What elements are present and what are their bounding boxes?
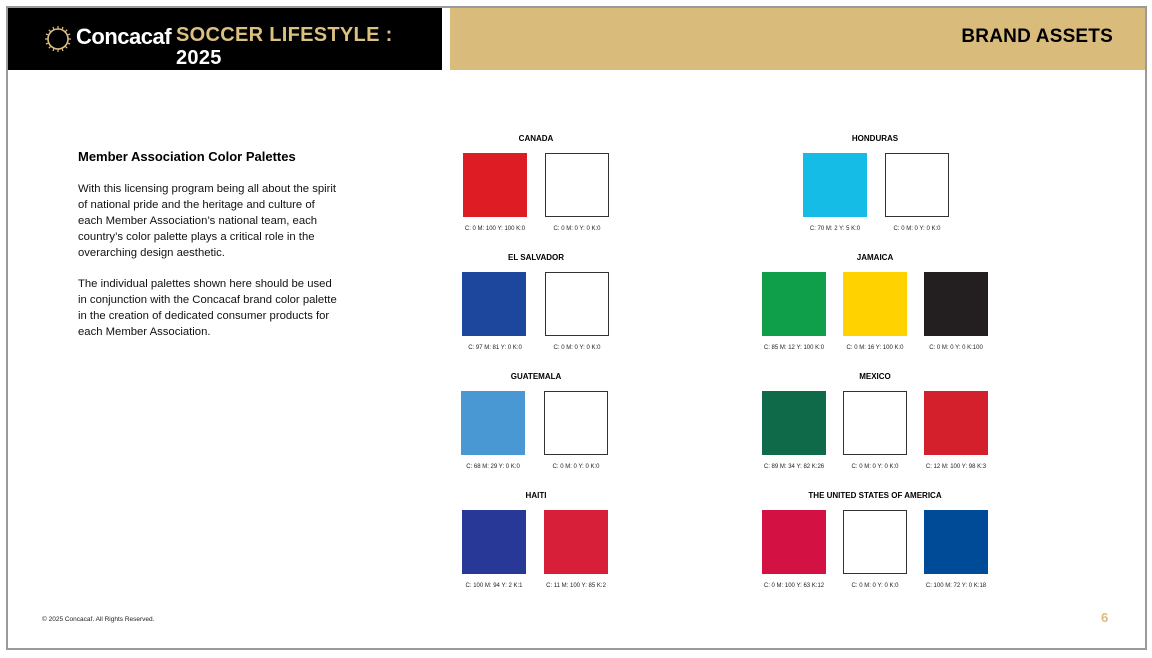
swatch-canada-1	[463, 153, 527, 217]
swatch-jamaica-2	[843, 272, 907, 336]
swatch-mexico-2	[843, 391, 907, 455]
country-name-canada: CANADA	[518, 134, 554, 143]
cmyk-mexico-2: C: 0 M: 0 Y: 0 K:0	[851, 464, 899, 470]
swatch-guatemala-2	[544, 391, 608, 455]
swatch-usa-3	[924, 510, 988, 574]
country-name-usa: THE UNITED STATES OF AMERICA	[808, 491, 942, 500]
cmyk-usa-1: C: 0 M: 100 Y: 63 K:12	[763, 583, 825, 589]
swatch-haiti-2	[544, 510, 608, 574]
swatch-canada-2	[545, 153, 609, 217]
swatch-jamaica-1	[762, 272, 826, 336]
campaign-year: 2025	[176, 47, 222, 69]
cmyk-canada-2: C: 0 M: 0 Y: 0 K:0	[553, 226, 601, 232]
slide	[6, 6, 1147, 650]
swatch-el-salvador-2	[545, 272, 609, 336]
cmyk-haiti-2: C: 11 M: 100 Y: 85 K:2	[546, 583, 606, 589]
cmyk-honduras-2: C: 0 M: 0 Y: 0 K:0	[893, 226, 941, 232]
concacaf-logo-icon	[44, 25, 72, 53]
cmyk-jamaica-1: C: 85 M: 12 Y: 100 K:0	[763, 345, 825, 351]
cmyk-usa-3: C: 100 M: 72 Y: 0 K:18	[925, 583, 987, 589]
swatch-jamaica-3	[924, 272, 988, 336]
cmyk-jamaica-3: C: 0 M: 0 Y: 0 K:100	[929, 345, 983, 351]
cmyk-haiti-1: C: 100 M: 94 Y: 2 K:1	[465, 583, 523, 589]
cmyk-honduras-1: C: 70 M: 2 Y: 5 K:0	[809, 226, 861, 232]
swatch-honduras-1	[803, 153, 867, 217]
country-name-jamaica: JAMAICA	[856, 253, 894, 262]
swatch-haiti-1	[462, 510, 526, 574]
intro-paragraph-2: The individual palettes shown here should be used in conjunction with the Concacaf brand color palette in the creation of dedicated consumer products for each Member Association.	[78, 278, 337, 338]
swatch-mexico-1	[762, 391, 826, 455]
cmyk-el-salvador-2: C: 0 M: 0 Y: 0 K:0	[553, 345, 601, 351]
country-name-guatemala: GUATEMALA	[510, 372, 562, 381]
brand-name: Concacaf	[76, 24, 172, 49]
cmyk-jamaica-2: C: 0 M: 16 Y: 100 K:0	[846, 345, 904, 351]
section-title: BRAND ASSETS	[961, 26, 1113, 47]
copyright-text: © 2025 Concacaf. All Rights Reserved.	[42, 616, 155, 623]
campaign-title	[176, 24, 442, 70]
swatch-usa-1	[762, 510, 826, 574]
page-number: 6	[1101, 610, 1109, 625]
intro-heading: Member Association Color Palettes	[78, 149, 296, 164]
swatch-guatemala-1	[461, 391, 525, 455]
swatch-honduras-2	[885, 153, 949, 217]
cmyk-guatemala-1: C: 68 M: 29 Y: 0 K:0	[466, 464, 520, 470]
intro-paragraph-1: With this licensing program being all about the spirit of national pride and the heritage and culture of each Member Association’s national team, each country’s color palette plays a critical role in the overarching design aesthetic.	[78, 183, 337, 259]
country-name-haiti: HAITI	[525, 491, 547, 500]
swatch-mexico-3	[924, 391, 988, 455]
header-right-bar	[450, 8, 1147, 70]
swatch-usa-2	[843, 510, 907, 574]
cmyk-usa-2: C: 0 M: 0 Y: 0 K:0	[851, 583, 899, 589]
swatch-el-salvador-1	[462, 272, 526, 336]
country-name-mexico: MEXICO	[859, 372, 891, 381]
cmyk-mexico-3: C: 12 M: 100 Y: 98 K:3	[925, 464, 987, 470]
country-name-el-salvador: EL SALVADOR	[507, 253, 565, 262]
cmyk-canada-1: C: 0 M: 100 Y: 100 K:0	[464, 226, 526, 232]
country-name-honduras: HONDURAS	[851, 134, 899, 143]
cmyk-guatemala-2: C: 0 M: 0 Y: 0 K:0	[552, 464, 600, 470]
cmyk-el-salvador-1: C: 97 M: 81 Y: 0 K:0	[468, 345, 522, 351]
campaign-label: SOCCER LIFESTYLE :	[176, 24, 393, 46]
header-left-bar	[8, 8, 442, 70]
cmyk-mexico-1: C: 89 M: 34 Y: 82 K:26	[763, 464, 825, 470]
